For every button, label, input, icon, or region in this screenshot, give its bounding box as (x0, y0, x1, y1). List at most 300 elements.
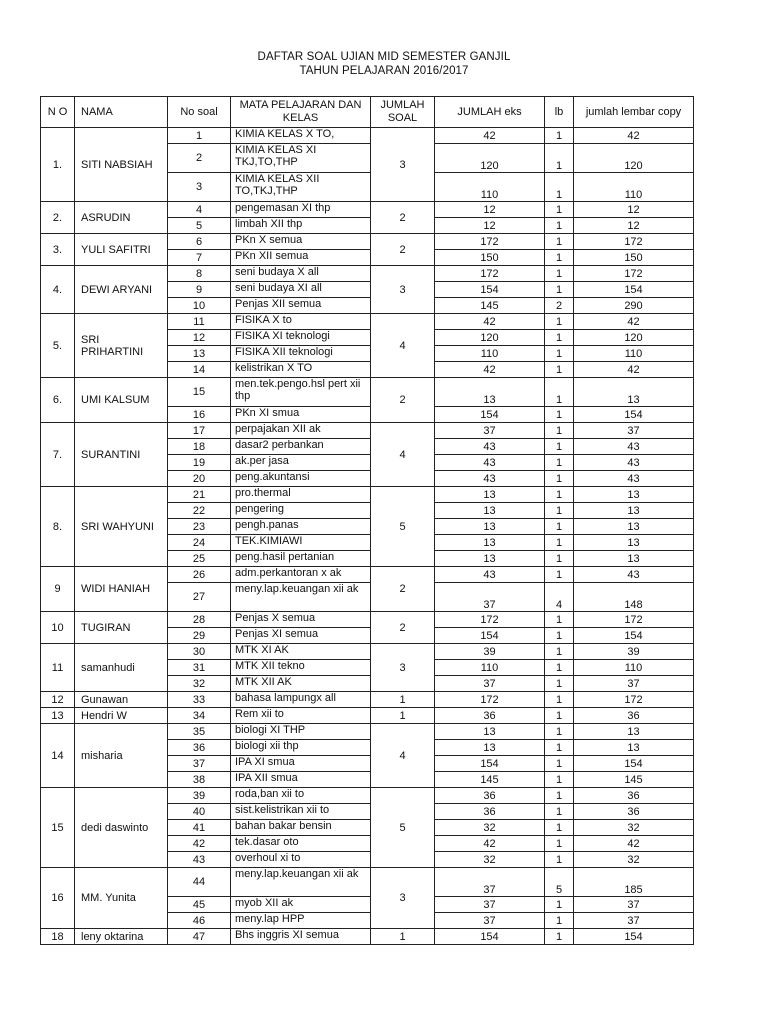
cell-no-soal: 26 (168, 567, 231, 583)
cell-lb: 1 (545, 708, 574, 724)
cell-jumlah-lembar: 37 (574, 676, 694, 692)
cell-mata-pelajaran: MTK XI AK (231, 644, 371, 660)
cell-jumlah-eks: 154 (435, 929, 545, 945)
cell-no-soal: 21 (168, 487, 231, 503)
cell-no-soal: 29 (168, 628, 231, 644)
cell-mata-pelajaran: perpajakan XII ak (231, 423, 371, 439)
cell-jumlah-lembar: 13 (574, 740, 694, 756)
table-row (41, 868, 694, 897)
cell-lb: 1 (545, 346, 574, 362)
cell-nama: SRI PRIHARTINI (75, 314, 168, 378)
table-row (41, 788, 694, 804)
cell-no-soal: 11 (168, 314, 231, 330)
cell-no-soal: 33 (168, 692, 231, 708)
cell-jumlah-lembar: 13 (574, 378, 694, 407)
header-jumlah-lembar: jumlah lembar copy (574, 97, 694, 128)
cell-mata-pelajaran: Penjas XII semua (231, 298, 371, 314)
cell-jumlah-soal: 1 (371, 929, 435, 945)
cell-no-soal: 23 (168, 519, 231, 535)
cell-jumlah-eks: 43 (435, 439, 545, 455)
cell-lb: 1 (545, 660, 574, 676)
cell-jumlah-eks: 37 (435, 423, 545, 439)
cell-lb: 1 (545, 266, 574, 282)
cell-lb: 1 (545, 772, 574, 788)
cell-jumlah-eks: 154 (435, 628, 545, 644)
cell-lb: 1 (545, 362, 574, 378)
cell-lb: 1 (545, 804, 574, 820)
cell-jumlah-lembar: 110 (574, 660, 694, 676)
cell-lb: 2 (545, 298, 574, 314)
cell-jumlah-eks: 110 (435, 660, 545, 676)
cell-jumlah-eks: 43 (435, 455, 545, 471)
cell-jumlah-lembar: 150 (574, 250, 694, 266)
cell-mata-pelajaran: seni budaya XI all (231, 282, 371, 298)
cell-lb: 1 (545, 455, 574, 471)
cell-mata-pelajaran: pengemasan XI thp (231, 202, 371, 218)
cell-lb: 1 (545, 788, 574, 804)
cell-lb: 1 (545, 439, 574, 455)
cell-no: 11 (41, 644, 75, 692)
cell-jumlah-eks: 12 (435, 202, 545, 218)
cell-jumlah-lembar: 13 (574, 519, 694, 535)
cell-mata-pelajaran: peng.akuntansi (231, 471, 371, 487)
cell-jumlah-eks: 172 (435, 612, 545, 628)
cell-mata-pelajaran: MTK XII tekno (231, 660, 371, 676)
cell-lb: 1 (545, 897, 574, 913)
cell-mata-pelajaran: tek.dasar oto (231, 836, 371, 852)
cell-no-soal: 1 (168, 128, 231, 144)
cell-lb: 1 (545, 535, 574, 551)
cell-jumlah-soal: 3 (371, 266, 435, 314)
cell-nama: DEWI ARYANI (75, 266, 168, 314)
cell-jumlah-eks: 32 (435, 852, 545, 868)
cell-lb: 1 (545, 676, 574, 692)
exam-list-table (40, 96, 694, 945)
cell-jumlah-soal: 2 (371, 567, 435, 612)
cell-no-soal: 42 (168, 836, 231, 852)
cell-mata-pelajaran: kelistrikan X TO (231, 362, 371, 378)
cell-jumlah-soal: 4 (371, 423, 435, 487)
cell-jumlah-soal: 2 (371, 202, 435, 234)
table-row (41, 612, 694, 628)
cell-mata-pelajaran: KIMIA KELAS XII TO,TKJ,THP (231, 173, 371, 202)
cell-mata-pelajaran: FISIKA XI teknologi (231, 330, 371, 346)
cell-lb: 1 (545, 282, 574, 298)
cell-no-soal: 44 (168, 868, 231, 897)
cell-no: 1. (41, 128, 75, 202)
cell-jumlah-lembar: 37 (574, 423, 694, 439)
cell-jumlah-eks: 43 (435, 471, 545, 487)
cell-no-soal: 15 (168, 378, 231, 407)
cell-mata-pelajaran: biologi xii thp (231, 740, 371, 756)
cell-jumlah-lembar: 110 (574, 346, 694, 362)
cell-lb: 1 (545, 144, 574, 173)
cell-jumlah-eks: 13 (435, 551, 545, 567)
cell-mata-pelajaran: bahan bakar bensin (231, 820, 371, 836)
cell-jumlah-lembar: 154 (574, 282, 694, 298)
cell-jumlah-soal: 5 (371, 487, 435, 567)
cell-lb: 1 (545, 612, 574, 628)
cell-lb: 1 (545, 250, 574, 266)
cell-nama: Gunawan (75, 692, 168, 708)
cell-jumlah-eks: 12 (435, 218, 545, 234)
cell-jumlah-lembar: 42 (574, 128, 694, 144)
header-mata-pelajaran: MATA PELAJARAN DAN KELAS (231, 97, 371, 128)
cell-jumlah-lembar: 37 (574, 913, 694, 929)
cell-nama: Hendri W (75, 708, 168, 724)
table-row (41, 423, 694, 439)
table-row (41, 202, 694, 218)
cell-jumlah-soal: 4 (371, 314, 435, 378)
cell-mata-pelajaran: MTK XII AK (231, 676, 371, 692)
cell-mata-pelajaran: peng.hasil pertanian (231, 551, 371, 567)
cell-jumlah-soal: 1 (371, 708, 435, 724)
cell-jumlah-lembar: 13 (574, 503, 694, 519)
cell-jumlah-soal: 1 (371, 692, 435, 708)
cell-lb: 1 (545, 487, 574, 503)
cell-jumlah-soal: 2 (371, 612, 435, 644)
cell-jumlah-eks: 42 (435, 836, 545, 852)
cell-no-soal: 43 (168, 852, 231, 868)
cell-jumlah-lembar: 13 (574, 535, 694, 551)
cell-no: 16 (41, 868, 75, 929)
header-lb: lb (545, 97, 574, 128)
cell-jumlah-eks: 36 (435, 788, 545, 804)
cell-lb: 1 (545, 644, 574, 660)
cell-jumlah-eks: 145 (435, 772, 545, 788)
cell-no: 13 (41, 708, 75, 724)
cell-mata-pelajaran: meny.lap HPP (231, 913, 371, 929)
cell-jumlah-eks: 172 (435, 692, 545, 708)
table-header-row (41, 97, 694, 128)
cell-nama: WIDI HANIAH (75, 567, 168, 612)
cell-mata-pelajaran: pengh.panas (231, 519, 371, 535)
cell-jumlah-soal: 4 (371, 724, 435, 788)
cell-jumlah-eks: 43 (435, 567, 545, 583)
cell-jumlah-eks: 145 (435, 298, 545, 314)
cell-mata-pelajaran: meny.lap.keuangan xii ak (231, 868, 371, 897)
cell-jumlah-lembar: 42 (574, 362, 694, 378)
document-title: DAFTAR SOAL UJIAN MID SEMESTER GANJIL (257, 51, 511, 63)
cell-jumlah-eks: 172 (435, 234, 545, 250)
cell-nama: YULI SAFITRI (75, 234, 168, 266)
cell-mata-pelajaran: PKn XII semua (231, 250, 371, 266)
cell-mata-pelajaran: men.tek.pengo.hsl pert xii thp (231, 378, 371, 407)
cell-mata-pelajaran: IPA XII smua (231, 772, 371, 788)
cell-no-soal: 6 (168, 234, 231, 250)
cell-jumlah-lembar: 154 (574, 929, 694, 945)
table-row (41, 487, 694, 503)
cell-lb: 5 (545, 868, 574, 897)
cell-mata-pelajaran: Rem xii to (231, 708, 371, 724)
cell-no-soal: 25 (168, 551, 231, 567)
table-body (41, 128, 694, 945)
cell-no-soal: 12 (168, 330, 231, 346)
cell-jumlah-eks: 36 (435, 708, 545, 724)
table-row (41, 929, 694, 945)
cell-lb: 1 (545, 234, 574, 250)
cell-jumlah-lembar: 32 (574, 852, 694, 868)
cell-jumlah-lembar: 13 (574, 551, 694, 567)
cell-jumlah-eks: 37 (435, 913, 545, 929)
cell-jumlah-eks: 13 (435, 503, 545, 519)
cell-no-soal: 10 (168, 298, 231, 314)
cell-no: 2. (41, 202, 75, 234)
cell-jumlah-eks: 154 (435, 756, 545, 772)
cell-no-soal: 38 (168, 772, 231, 788)
cell-jumlah-eks: 37 (435, 897, 545, 913)
cell-no-soal: 19 (168, 455, 231, 471)
cell-jumlah-eks: 110 (435, 346, 545, 362)
table-row (41, 234, 694, 250)
cell-jumlah-lembar: 154 (574, 407, 694, 423)
cell-no: 3. (41, 234, 75, 266)
cell-no-soal: 27 (168, 583, 231, 612)
cell-mata-pelajaran: limbah XII thp (231, 218, 371, 234)
cell-jumlah-lembar: 12 (574, 218, 694, 234)
cell-jumlah-soal: 3 (371, 128, 435, 202)
cell-no-soal: 45 (168, 897, 231, 913)
cell-no-soal: 36 (168, 740, 231, 756)
cell-mata-pelajaran: seni budaya X all (231, 266, 371, 282)
cell-jumlah-eks: 13 (435, 740, 545, 756)
cell-lb: 1 (545, 724, 574, 740)
cell-no-soal: 20 (168, 471, 231, 487)
cell-mata-pelajaran: Penjas XI semua (231, 628, 371, 644)
cell-jumlah-eks: 13 (435, 535, 545, 551)
cell-lb: 1 (545, 519, 574, 535)
cell-no-soal: 8 (168, 266, 231, 282)
table-row (41, 724, 694, 740)
cell-nama: leny oktarina (75, 929, 168, 945)
cell-no-soal: 47 (168, 929, 231, 945)
cell-no: 5. (41, 314, 75, 378)
cell-no: 9 (41, 567, 75, 612)
cell-no-soal: 39 (168, 788, 231, 804)
cell-mata-pelajaran: dasar2 perbankan (231, 439, 371, 455)
cell-nama: samanhudi (75, 644, 168, 692)
cell-jumlah-lembar: 39 (574, 644, 694, 660)
cell-mata-pelajaran: FISIKA X to (231, 314, 371, 330)
cell-jumlah-lembar: 120 (574, 330, 694, 346)
cell-no: 10 (41, 612, 75, 644)
cell-mata-pelajaran: biologi XI THP (231, 724, 371, 740)
cell-no: 14 (41, 724, 75, 788)
cell-mata-pelajaran: roda,ban xii to (231, 788, 371, 804)
cell-lb: 1 (545, 692, 574, 708)
cell-jumlah-lembar: 43 (574, 439, 694, 455)
cell-mata-pelajaran: KIMIA KELAS XI TKJ,TO,THP (231, 144, 371, 173)
cell-lb: 1 (545, 218, 574, 234)
cell-jumlah-eks: 154 (435, 282, 545, 298)
cell-no-soal: 24 (168, 535, 231, 551)
cell-jumlah-lembar: 12 (574, 202, 694, 218)
cell-jumlah-eks: 172 (435, 266, 545, 282)
cell-no: 7. (41, 423, 75, 487)
cell-jumlah-soal: 2 (371, 378, 435, 423)
cell-no-soal: 2 (168, 144, 231, 173)
cell-jumlah-lembar: 120 (574, 144, 694, 173)
cell-lb: 1 (545, 173, 574, 202)
cell-jumlah-eks: 37 (435, 676, 545, 692)
table-row (41, 378, 694, 407)
cell-mata-pelajaran: overhoul xi to (231, 852, 371, 868)
table-row (41, 708, 694, 724)
table-row (41, 644, 694, 660)
table-row (41, 314, 694, 330)
cell-jumlah-eks: 110 (435, 173, 545, 202)
cell-jumlah-eks: 150 (435, 250, 545, 266)
cell-lb: 1 (545, 820, 574, 836)
cell-no: 4. (41, 266, 75, 314)
cell-jumlah-eks: 42 (435, 362, 545, 378)
cell-jumlah-lembar: 36 (574, 788, 694, 804)
cell-jumlah-eks: 36 (435, 804, 545, 820)
cell-jumlah-eks: 120 (435, 330, 545, 346)
cell-lb: 1 (545, 756, 574, 772)
cell-jumlah-soal: 3 (371, 868, 435, 929)
table-row (41, 128, 694, 144)
cell-jumlah-lembar: 172 (574, 692, 694, 708)
cell-jumlah-eks: 42 (435, 128, 545, 144)
cell-jumlah-lembar: 145 (574, 772, 694, 788)
header-no: N O (41, 97, 75, 128)
cell-no-soal: 22 (168, 503, 231, 519)
cell-jumlah-lembar: 172 (574, 612, 694, 628)
cell-nama: SITI NABSIAH (75, 128, 168, 202)
cell-jumlah-eks: 13 (435, 378, 545, 407)
cell-jumlah-eks: 32 (435, 820, 545, 836)
cell-jumlah-eks: 42 (435, 314, 545, 330)
cell-jumlah-eks: 39 (435, 644, 545, 660)
cell-mata-pelajaran: myob XII ak (231, 897, 371, 913)
header-jumlah-soal: JUMLAH SOAL (371, 97, 435, 128)
cell-no: 15 (41, 788, 75, 868)
cell-jumlah-lembar: 43 (574, 455, 694, 471)
cell-no-soal: 40 (168, 804, 231, 820)
cell-jumlah-lembar: 154 (574, 628, 694, 644)
cell-jumlah-eks: 13 (435, 519, 545, 535)
cell-nama: dedi daswinto (75, 788, 168, 868)
cell-no-soal: 34 (168, 708, 231, 724)
cell-jumlah-lembar: 172 (574, 266, 694, 282)
cell-no-soal: 46 (168, 913, 231, 929)
cell-jumlah-lembar: 290 (574, 298, 694, 314)
cell-lb: 1 (545, 128, 574, 144)
cell-mata-pelajaran: IPA XI smua (231, 756, 371, 772)
cell-jumlah-eks: 37 (435, 583, 545, 612)
cell-jumlah-lembar: 42 (574, 314, 694, 330)
cell-mata-pelajaran: bahasa lampungx all (231, 692, 371, 708)
cell-lb: 1 (545, 471, 574, 487)
cell-mata-pelajaran: Bhs inggris XI semua (231, 929, 371, 945)
cell-no-soal: 37 (168, 756, 231, 772)
cell-jumlah-lembar: 110 (574, 173, 694, 202)
cell-mata-pelajaran: adm.perkantoran x ak (231, 567, 371, 583)
document-subtitle: TAHUN PELAJARAN 2016/2017 (299, 65, 469, 77)
table-row (41, 266, 694, 282)
cell-mata-pelajaran: Penjas X semua (231, 612, 371, 628)
cell-nama: TUGIRAN (75, 612, 168, 644)
cell-lb: 1 (545, 503, 574, 519)
cell-no-soal: 28 (168, 612, 231, 628)
cell-nama: UMI KALSUM (75, 378, 168, 423)
cell-jumlah-lembar: 185 (574, 868, 694, 897)
cell-jumlah-lembar: 43 (574, 471, 694, 487)
cell-no-soal: 14 (168, 362, 231, 378)
cell-jumlah-eks: 37 (435, 868, 545, 897)
cell-no: 8. (41, 487, 75, 567)
cell-mata-pelajaran: FISIKA XII teknologi (231, 346, 371, 362)
cell-lb: 1 (545, 852, 574, 868)
cell-lb: 1 (545, 330, 574, 346)
cell-mata-pelajaran: ak.per jasa (231, 455, 371, 471)
cell-lb: 1 (545, 740, 574, 756)
cell-no-soal: 41 (168, 820, 231, 836)
cell-no-soal: 17 (168, 423, 231, 439)
cell-lb: 1 (545, 628, 574, 644)
table-row (41, 692, 694, 708)
cell-lb: 1 (545, 314, 574, 330)
cell-no-soal: 30 (168, 644, 231, 660)
cell-no: 18 (41, 929, 75, 945)
cell-jumlah-lembar: 42 (574, 836, 694, 852)
cell-no: 6. (41, 378, 75, 423)
cell-nama: SURANTINI (75, 423, 168, 487)
cell-no-soal: 35 (168, 724, 231, 740)
cell-no-soal: 7 (168, 250, 231, 266)
cell-jumlah-eks: 13 (435, 487, 545, 503)
cell-jumlah-lembar: 13 (574, 724, 694, 740)
cell-jumlah-lembar: 13 (574, 487, 694, 503)
cell-nama: misharia (75, 724, 168, 788)
cell-jumlah-lembar: 36 (574, 708, 694, 724)
cell-mata-pelajaran: pengering (231, 503, 371, 519)
cell-jumlah-eks: 154 (435, 407, 545, 423)
cell-mata-pelajaran: PKn X semua (231, 234, 371, 250)
cell-jumlah-eks: 120 (435, 144, 545, 173)
header-no-soal: No soal (168, 97, 231, 128)
cell-jumlah-lembar: 32 (574, 820, 694, 836)
cell-no-soal: 32 (168, 676, 231, 692)
cell-jumlah-eks: 13 (435, 724, 545, 740)
cell-lb: 1 (545, 378, 574, 407)
cell-nama: ASRUDIN (75, 202, 168, 234)
cell-no-soal: 9 (168, 282, 231, 298)
cell-lb: 1 (545, 567, 574, 583)
cell-jumlah-lembar: 37 (574, 897, 694, 913)
cell-no: 12 (41, 692, 75, 708)
cell-mata-pelajaran: meny.lap.keuangan xii ak (231, 583, 371, 612)
cell-lb: 1 (545, 929, 574, 945)
table-row (41, 567, 694, 583)
cell-lb: 1 (545, 836, 574, 852)
cell-jumlah-soal: 3 (371, 644, 435, 692)
cell-no-soal: 3 (168, 173, 231, 202)
cell-no-soal: 16 (168, 407, 231, 423)
cell-jumlah-soal: 2 (371, 234, 435, 266)
cell-lb: 1 (545, 407, 574, 423)
cell-lb: 1 (545, 551, 574, 567)
cell-mata-pelajaran: pro.thermal (231, 487, 371, 503)
cell-nama: MM. Yunita (75, 868, 168, 929)
header-jumlah-eks: JUMLAH eks (435, 97, 545, 128)
header-nama: NAMA (75, 97, 168, 128)
cell-lb: 4 (545, 583, 574, 612)
cell-lb: 1 (545, 913, 574, 929)
cell-lb: 1 (545, 423, 574, 439)
cell-lb: 1 (545, 202, 574, 218)
